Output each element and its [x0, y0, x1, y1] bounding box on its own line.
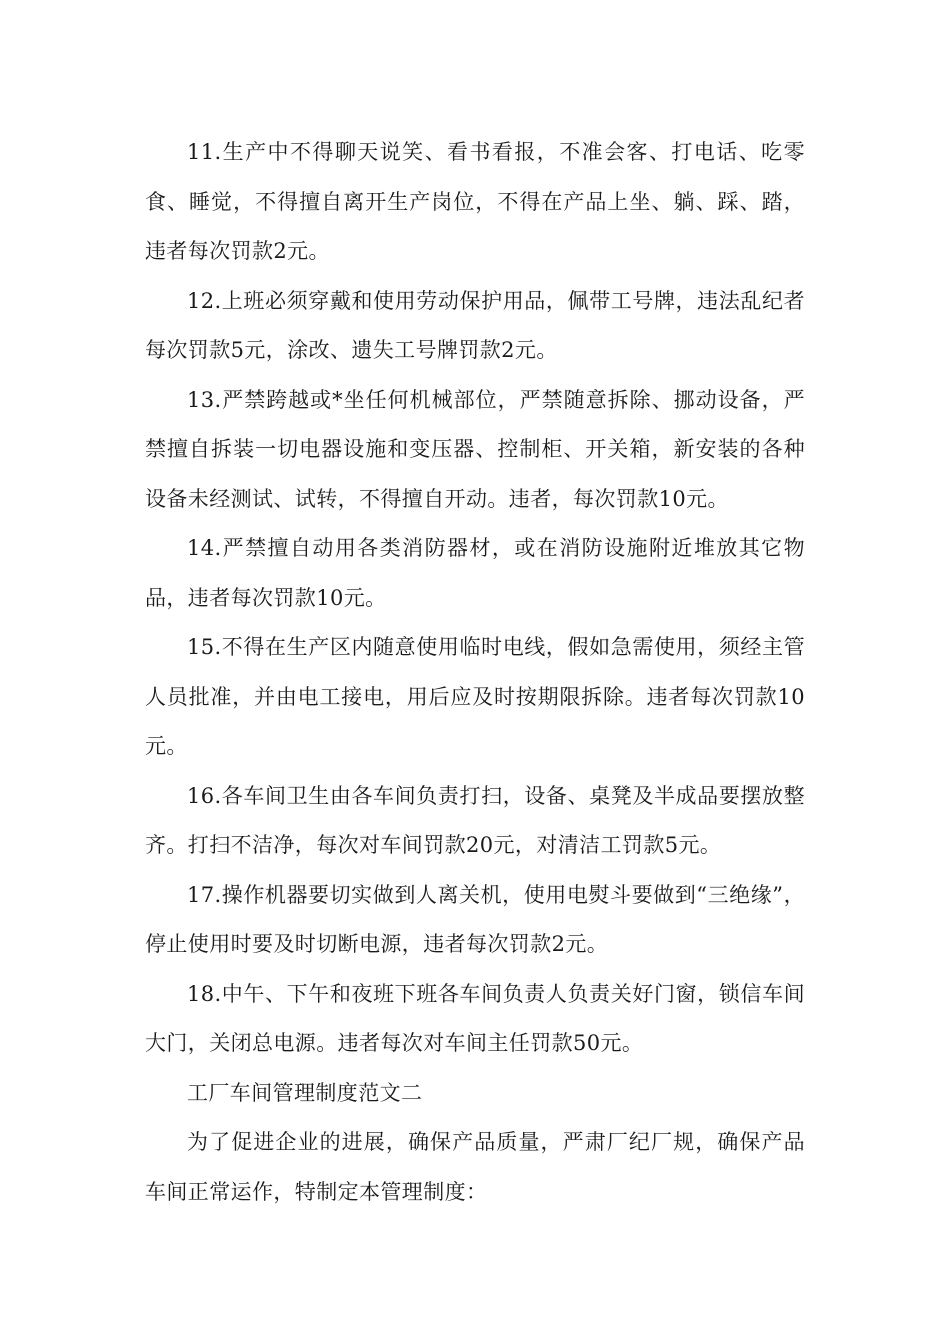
section-heading: 工厂车间管理制度范文二 — [187, 1080, 423, 1105]
document-page — [145, 128, 805, 1217]
rule-17-paragraph: 17.操作机器要切实做到人离关机，使用电熨斗要做到“三绝缘”，停止使用时要及时切断电源，违者每次罚款2元。 — [145, 882, 805, 956]
intro-paragraph: 为了促进企业的进展，确保产品质量，严肃厂纪厂规，确保产品车间正常运作，特制定本管理制度： — [145, 1130, 805, 1204]
rule-12-paragraph: 12.上班必须穿戴和使用劳动保护用品，佩带工号牌，违法乱纪者每次罚款5元，涂改、遗失工号牌罚款2元。 — [145, 288, 805, 362]
rule-18-paragraph: 18.中午、下午和夜班下班各车间负责人负责关好门窗，锁信车间大门，关闭总电源。违者每次对车间主任罚款50元。 — [145, 981, 805, 1055]
rule-11-paragraph: 11.生产中不得聊天说笑、看书看报，不准会客、打电话、吃零食、睡觉，不得擅自离开生产岗位，不得在产品上坐、躺、踩、踏，违者每次罚款2元。 — [145, 140, 805, 263]
rule-15-paragraph: 15.不得在生产区内随意使用临时电线，假如急需使用，须经主管人员批准，并由电工接电，用后应及时按期限拆除。违者每次罚款10元。 — [145, 635, 805, 758]
rule-13-paragraph: 13.严禁跨越或*坐任何机械部位，严禁随意拆除、挪动设备，严禁擅自拆装一切电器设施和变压器、控制柜、开关箱，新安装的各种设备未经测试、试转，不得擅自开动。违者，每次罚款10元。 — [145, 387, 805, 511]
rule-14-paragraph: 14.严禁擅自动用各类消防器材，或在消防设施附近堆放其它物品，违者每次罚款10元。 — [145, 536, 805, 610]
rule-16-paragraph: 16.各车间卫生由各车间负责打扫，设备、桌凳及半成品要摆放整齐。打扫不洁净，每次对车间罚款20元，对清洁工罚款5元。 — [145, 783, 805, 857]
